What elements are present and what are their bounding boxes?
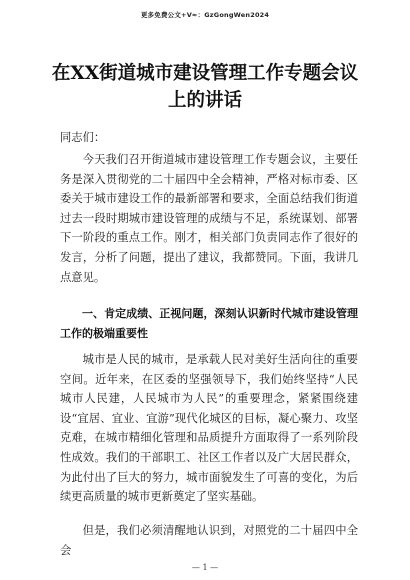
page-number: — 1 —	[191, 563, 219, 572]
paragraph-1: 今天我们召开街道城市建设管理工作专题会议，主要任务是深入贯彻党的二十届四中全会精神，严格对标市委、区委关于城市建设工作的最新部署和要求，全面总结我们街道过去一段时期城市建设管理的成绩与不足，系统谋划、部署下一阶段的重点工作。刚才，相关部门负责同志作了很好的发言，分析了问题，提出了建议，我都赞同。下面，我讲几点意见。	[60, 153, 358, 284]
document-title: 在XX街道城市建设管理工作专题会议上的讲话	[51, 63, 359, 111]
header-note: 更多免费公文+V≈：GzGongWen2024	[140, 11, 270, 19]
paragraph-3: 但是，我们必须清醒地认识到，对照党的二十届四中全会	[60, 524, 358, 557]
salutation: 同志们：	[60, 131, 106, 144]
section-heading-1: 一、肯定成绩、正视问题，深刻认识新时代城市建设管理工作的极端重要性	[60, 307, 358, 340]
paragraph-2: 城市是人民的城市，是承载人民对美好生活向往的重要空间。近年来，在区委的坚强领导下，我们始终坚持“人民城市人民建，人民城市为人民”的重要理念，紧紧围绕建设“宜居、宜业、宜游”现代化城区的目标，凝心聚力、攻坚克难，在城市精细化管理和品质提升方面取得了一系列阶段性成效。我们的干部职工、社区工作者以及广大居民群众，为此付出了巨大的努力，城市面貌发生了可喜的变化，为后续更高质量的城市更新奠定了坚实基础。	[60, 353, 358, 504]
